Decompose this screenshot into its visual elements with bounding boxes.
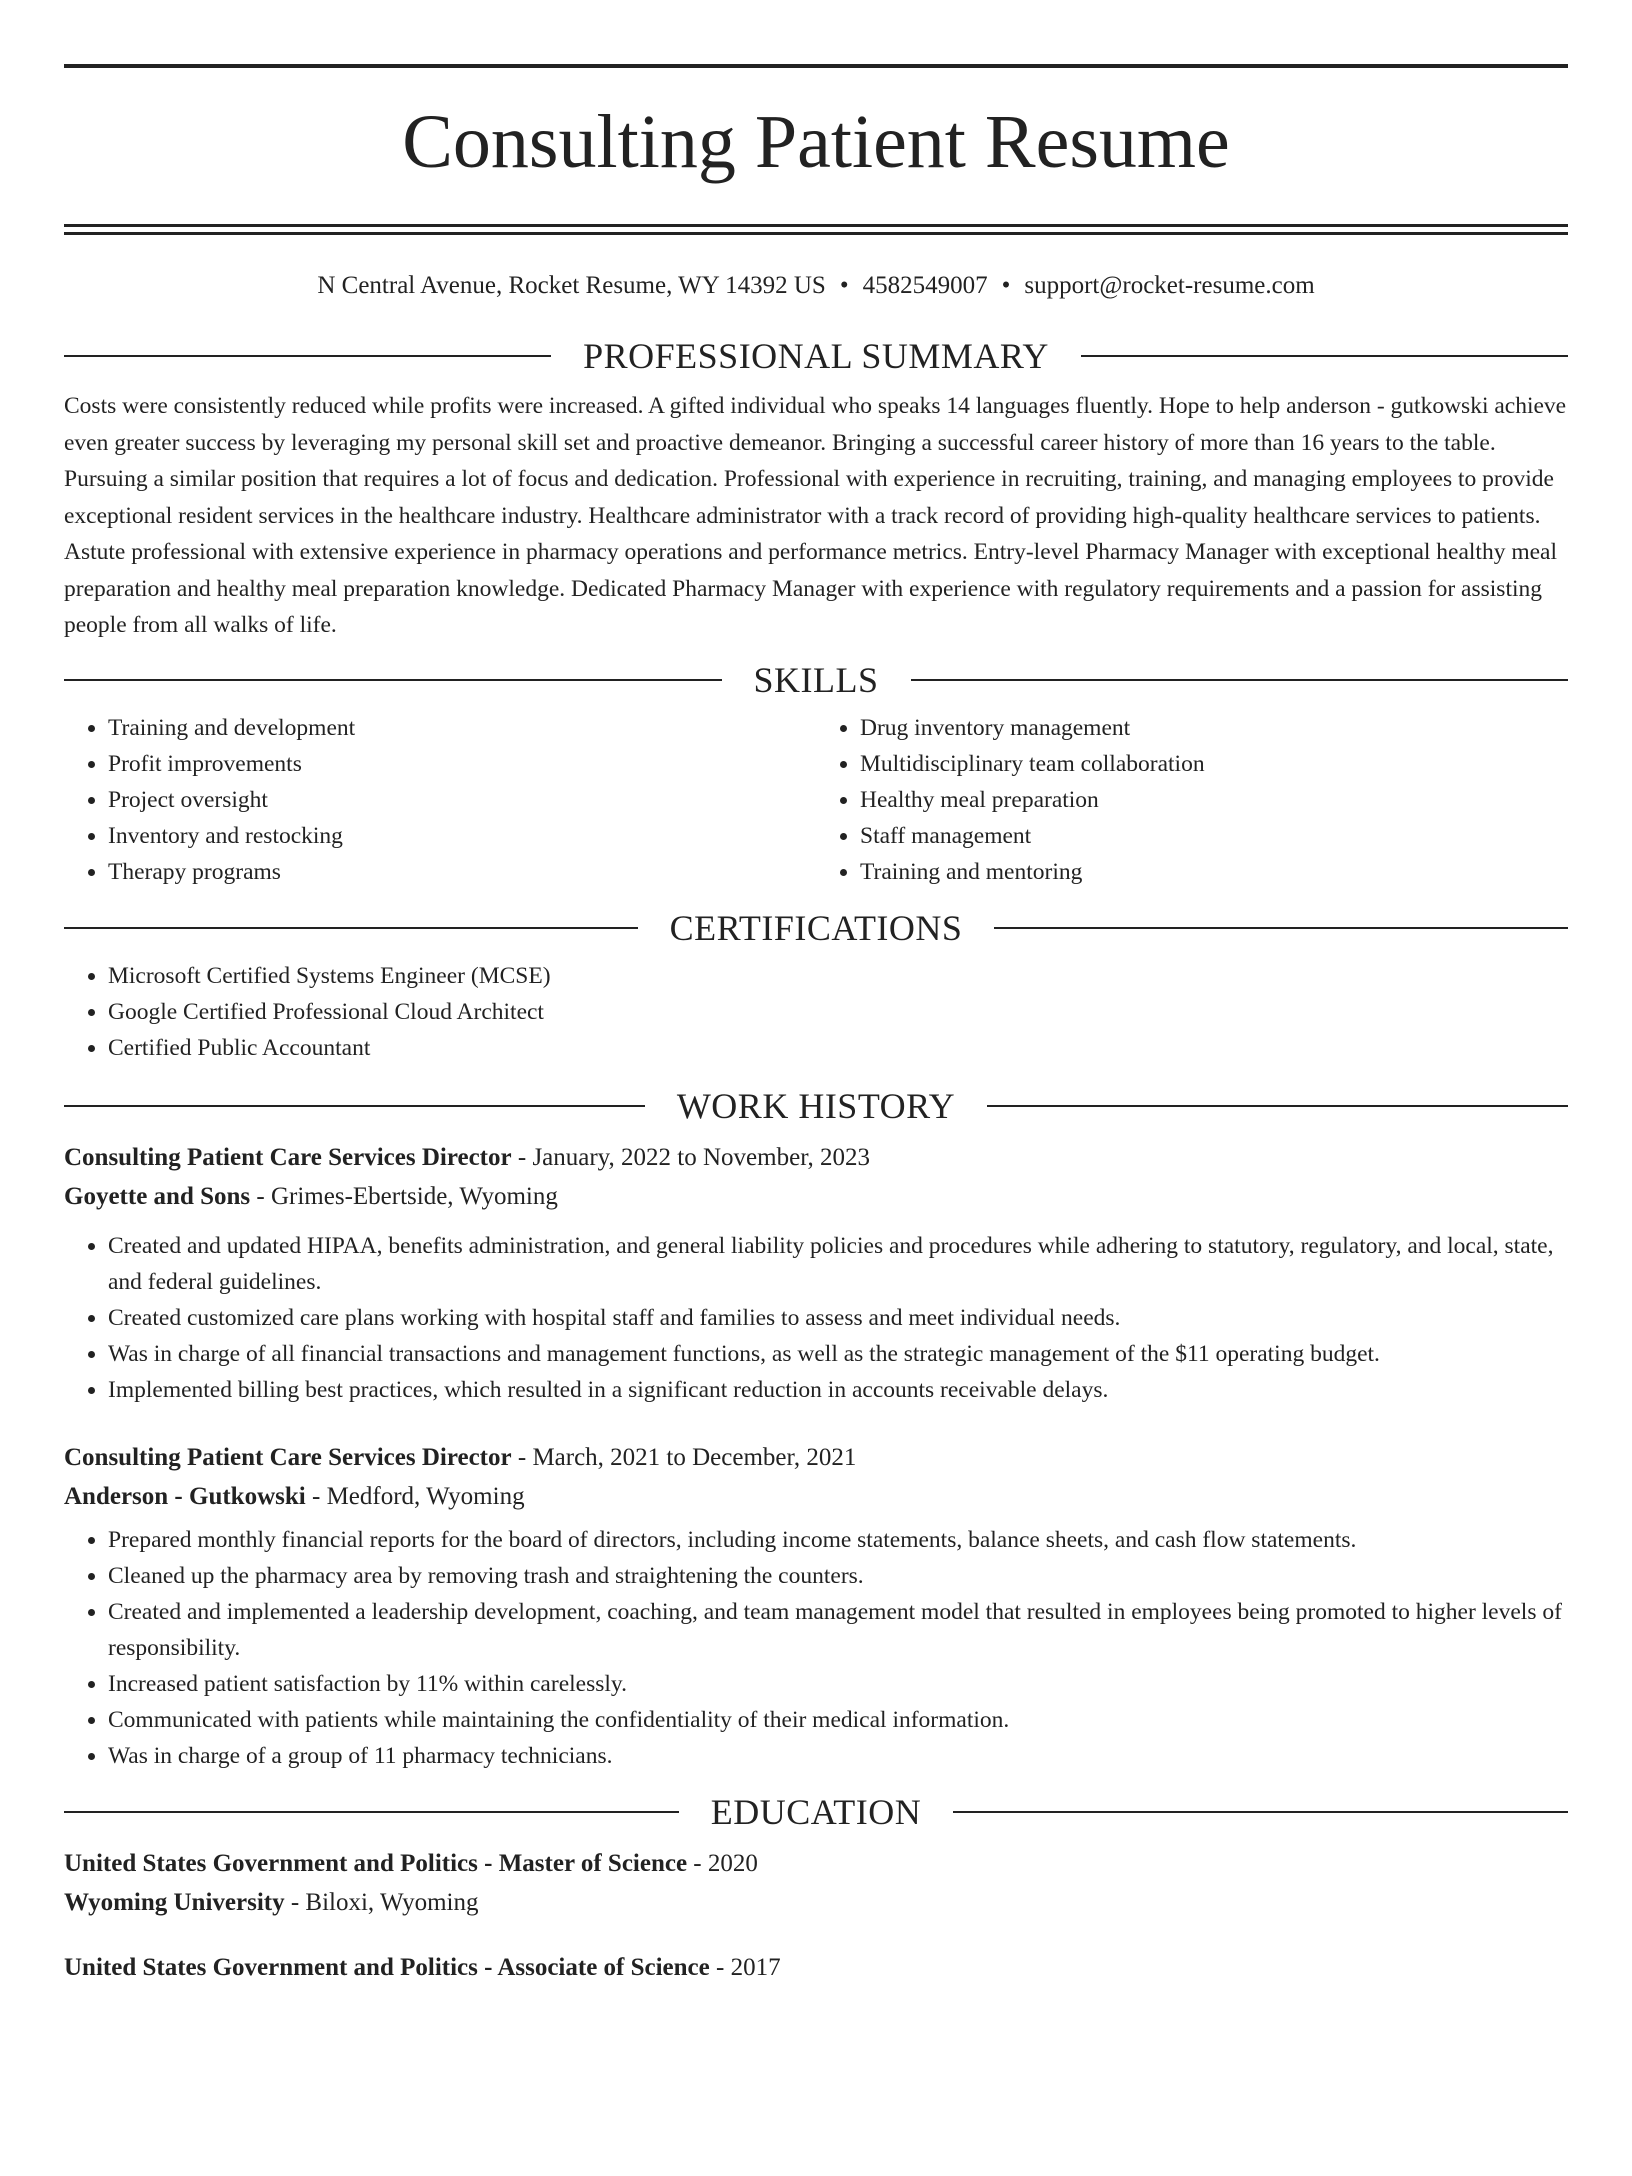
education-degree: United States Government and Politics - Master of Science xyxy=(64,1849,688,1877)
education-entry xyxy=(64,1844,1568,1922)
contact-address: N Central Avenue, Rocket Resume, WY 14392 US xyxy=(317,272,826,299)
job-bullets xyxy=(64,1228,1568,1408)
skill-item: • Profit improvements xyxy=(108,746,816,782)
certification-item: • Certified Public Accountant xyxy=(108,1030,1568,1066)
dash: - xyxy=(256,1182,265,1210)
section-title-certifications: CERTIFICATIONS xyxy=(669,907,963,948)
job-role-line xyxy=(64,1438,1568,1477)
section-header-skills xyxy=(64,658,1568,702)
job-bullet: • Implemented billing best practices, which resulted in a significant reduction in accounts receivable delays. xyxy=(108,1372,1568,1408)
job-bullet: • Created and updated HIPAA, benefits administration, and general liability policies and procedures while adhering to statutory, regulatory, and local, state, and federal guidelines. xyxy=(108,1228,1568,1300)
skills-grid xyxy=(64,702,1568,890)
education-location: Biloxi, Wyoming xyxy=(305,1888,479,1916)
dash: - xyxy=(517,1143,527,1171)
dash: - xyxy=(311,1482,321,1510)
contact-phone: 4582549007 xyxy=(862,272,988,299)
education-entry xyxy=(64,1948,1568,1987)
job-location: Grimes-Ebertside, Wyoming xyxy=(270,1182,558,1210)
dash: - xyxy=(290,1888,300,1916)
job-bullet: • Cleaned up the pharmacy area by removing trash and straightening the counters. xyxy=(108,1558,1568,1594)
certification-item: • Google Certified Professional Cloud Architect xyxy=(108,994,1568,1030)
job-bullets xyxy=(64,1522,1568,1774)
job-bullet: • Communicated with patients while maintaining the confidentiality of their medical information. xyxy=(108,1702,1568,1738)
skill-item: • Inventory and restocking xyxy=(108,818,816,854)
job-entry xyxy=(64,1138,1568,1408)
section-title-summary: PROFESSIONAL SUMMARY xyxy=(583,336,1049,376)
job-company: Goyette and Sons xyxy=(64,1182,251,1210)
dash: - xyxy=(716,1953,725,1981)
skill-item: • Multidisciplinary team collaboration xyxy=(860,746,1568,782)
title-double-rule xyxy=(64,224,1568,235)
job-company-line xyxy=(64,1177,1568,1216)
education-degree-line xyxy=(64,1844,1568,1883)
education-degree: United States Government and Politics - Associate of Science xyxy=(64,1953,710,1981)
skill-item: • Staff management xyxy=(860,818,1568,854)
job-entry xyxy=(64,1438,1568,1774)
skill-item: • Drug inventory management xyxy=(860,710,1568,746)
job-bullet: • Was in charge of a group of 11 pharmacy technicians. xyxy=(108,1738,1568,1774)
section-rule xyxy=(911,679,1569,681)
certification-item: • Microsoft Certified Systems Engineer (MCSE) xyxy=(108,958,1568,994)
section-header-education xyxy=(64,1790,1568,1834)
skill-item: • Project oversight xyxy=(108,782,816,818)
section-header-certifications xyxy=(64,906,1568,950)
resume-page xyxy=(0,64,1632,2176)
job-bullet: • Was in charge of all financial transactions and management functions, as well as the strategic management of the $11 operating budget. xyxy=(108,1336,1568,1372)
skill-item: • Therapy programs xyxy=(108,854,816,890)
section-rule xyxy=(64,927,638,929)
section-rule xyxy=(1081,355,1568,357)
section-header-summary xyxy=(64,334,1568,378)
job-company-line xyxy=(64,1477,1568,1516)
section-title-skills: SKILLS xyxy=(753,659,879,700)
job-bullet: • Created and implemented a leadership development, coaching, and team management model that resulted in employees being promoted to higher levels of responsibility. xyxy=(108,1594,1568,1666)
education-school: Wyoming University xyxy=(64,1888,285,1916)
section-rule xyxy=(64,679,722,681)
certifications-list xyxy=(64,958,1568,1066)
skill-item: • Healthy meal preparation xyxy=(860,782,1568,818)
job-bullet: • Created customized care plans working with hospital staff and families to assess and meet individual needs. xyxy=(108,1300,1568,1336)
education-degree-line xyxy=(64,1948,1568,1987)
contact-line xyxy=(64,270,1568,302)
job-company: Anderson - Gutkowski xyxy=(64,1482,306,1510)
section-rule xyxy=(953,1811,1568,1813)
job-bullet: • Increased patient satisfaction by 11% within carelessly. xyxy=(108,1666,1568,1702)
dash: - xyxy=(693,1849,702,1877)
resume-title: Consulting Patient Resume xyxy=(402,100,1230,184)
job-bullet: • Prepared monthly financial reports for the board of directors, including income statements, balance sheets, and cash flow statements. xyxy=(108,1522,1568,1558)
contact-separator: • xyxy=(1001,272,1011,299)
section-rule xyxy=(64,355,551,357)
section-rule xyxy=(994,927,1568,929)
section-title-education: EDUCATION xyxy=(710,1791,922,1832)
skill-item: • Training and mentoring xyxy=(860,854,1568,890)
contact-email: support@rocket-resume.com xyxy=(1024,272,1315,299)
education-school-line xyxy=(64,1883,1568,1922)
summary-text: Costs were consistently reduced while profits were increased. A gifted individual who speaks 14 languages fluently. Hope to help anderson - gutkowski achieve even greater success by leveraging my personal skill set and proactive demeanor. Bringing a successful career history of more than 16 years to the table. Pursuing a similar position that requires a lot of focus and dedication. Professional with experience in recruiting, training, and managing employees to provide exceptional resident services in the healthcare industry. Healthcare administrator with a track record of providing high-quality healthcare services to patients. Astute professional with extensive experience in pharmacy operations and performance metrics. Entry-level Pharmacy Manager with exceptional healthy meal preparation and healthy meal preparation knowledge. Dedicated Pharmacy Manager with experience with regulatory requirements and a passion for assisting people from all walks of life. xyxy=(64,393,1567,638)
education-year: 2017 xyxy=(730,1953,781,1981)
skill-item: • Training and development xyxy=(108,710,816,746)
contact-separator: • xyxy=(839,272,849,299)
job-role: Consulting Patient Care Services Director xyxy=(64,1443,512,1471)
job-role: Consulting Patient Care Services Director xyxy=(64,1143,512,1171)
dash: - xyxy=(517,1443,527,1471)
education-year: 2020 xyxy=(707,1849,758,1877)
section-rule xyxy=(64,1811,679,1813)
job-role-line xyxy=(64,1138,1568,1177)
skills-list-right xyxy=(816,710,1568,890)
job-location: Medford, Wyoming xyxy=(326,1482,525,1510)
job-dates: March, 2021 to December, 2021 xyxy=(532,1443,857,1471)
top-rule xyxy=(64,64,1568,68)
skills-list-left xyxy=(64,710,816,890)
section-header-work-history xyxy=(64,1084,1568,1128)
section-rule xyxy=(987,1105,1568,1107)
job-dates: January, 2022 to November, 2023 xyxy=(532,1143,871,1171)
section-rule xyxy=(64,1105,645,1107)
section-title-work-history: WORK HISTORY xyxy=(676,1085,956,1126)
